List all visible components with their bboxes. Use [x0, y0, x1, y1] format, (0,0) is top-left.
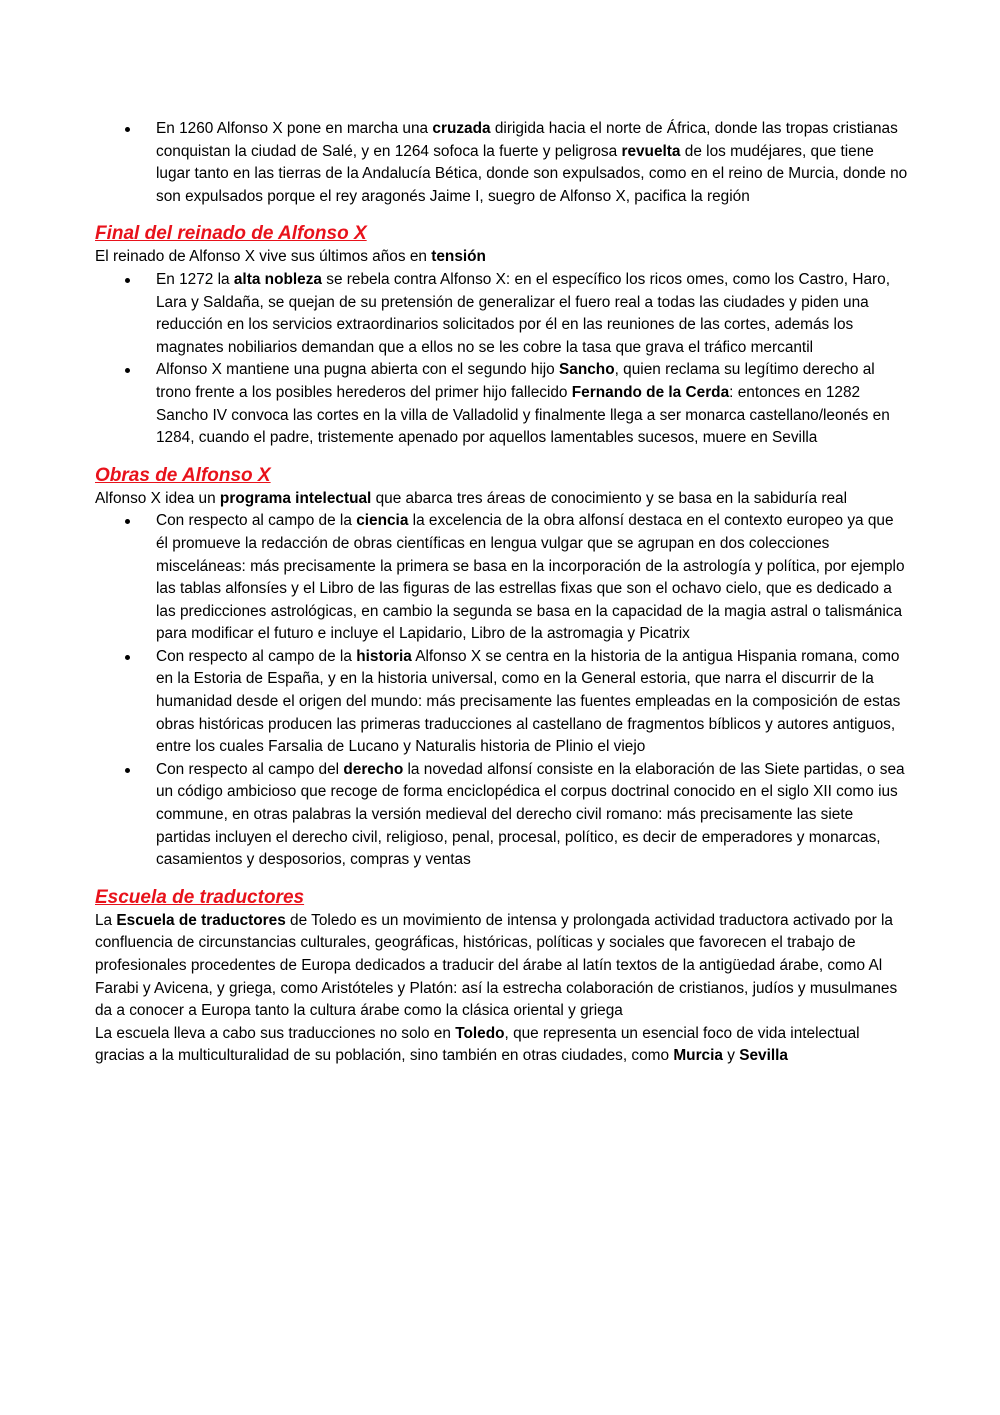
paragraph: [95, 1023, 908, 1068]
text-run: Alfonso X mantiene una pugna abierta con el segundo hijo: [156, 361, 560, 379]
bold-text-run: tensión: [431, 248, 486, 266]
list-item: [156, 269, 908, 359]
intro-bullet-list: [95, 118, 908, 208]
text-run: : entonces en 1282 Sancho IV convoca las cortes en la villa de Valladolid y finalmente llega a ser monarca castellano/leonés en 1284, cuando el padre, tristemente apenado por aquellos lamentables sucesos, muere en Sevilla: [156, 383, 890, 447]
section: [95, 222, 908, 449]
text-run: la novedad alfonsí consiste en la elaboración de las Siete partidas, o sea un código ambicioso que recoge de forma enciclopédica el corpus doctrinal conocido en el siglo XII como ius commune, en otras palabras la versión medieval del derecho civil romano: más precisamente las siete partidas incluyen el derecho civil, religioso, penal, procesal, político, es decir de emperadores y monarcas, casamientos y desposorios, compras y ventas: [156, 760, 905, 869]
bold-text-run: derecho: [343, 760, 404, 778]
bullet-list: [95, 269, 908, 450]
text-run: que abarca tres áreas de conocimiento y se basa en la sabiduría real: [371, 489, 847, 507]
paragraph: [95, 488, 908, 511]
bold-text-run: Toledo: [455, 1024, 505, 1042]
text-run: y: [722, 1047, 740, 1065]
list-item: [156, 359, 908, 449]
sections-container: [95, 222, 908, 1068]
document-body: [95, 118, 908, 1068]
text-run: de los mudéjares, que tiene lugar tanto en las tierras de la Andalucía Bética, donde son expulsados, como en el reino de Murcia, donde no son expulsados porque el rey aragonés Jaime I, suegro de Alfonso X, pacifica la región: [156, 142, 908, 205]
paragraph: [95, 246, 908, 269]
text-run: Alfonso X idea un: [95, 489, 220, 507]
text-run: En 1260 Alfonso X pone en marcha una: [156, 120, 433, 137]
text-run: Alfonso X se centra en la historia de la antigua Hispania romana, como en la Estoria de España, y en la historia universal, como en la General estoria, que narra el discurrir de la humanidad desde el origen del mundo: más precisamente las fuentes empleadas en la composición de estas obras históricas producen las primeras traducciones al castellano de fragmentos bíblicos y autores antiguos, entre los cuales Farsalia de Lucano y Naturalis historia de Plinio el viejo: [156, 647, 901, 756]
bold-text-run: Fernando de la Cerda: [571, 383, 730, 401]
text-run: La: [95, 911, 117, 929]
section-body: [95, 910, 908, 1068]
text-run: de Toledo es un movimiento de intensa y prolongada actividad traductora activado por la confluencia de circunstancias culturales, geográficas, históricas, políticas y sociales que favorecen el trabajo de profesionales procedentes de Europa dedicados a traducir del árabe al latín textos de la antigüedad árabe, como Al Farabi y Avicena, y griega, como Aristóteles y Platón: así la estrecha colaboración de cristianos, judíos y musulmanes da a conocer a Europa tanto la cultura árabe como la clásica oriental y griega: [95, 911, 898, 1020]
text-run: , quien reclama su legítimo derecho al trono frente a los posibles herederos del primer hijo fallecido: [156, 361, 875, 401]
bold-text-run: Escuela de traductores: [116, 911, 286, 929]
text-run: Con respecto al campo de la: [156, 512, 357, 530]
bold-text-run: historia: [356, 647, 412, 665]
text-run: Con respecto al campo de la: [156, 647, 357, 665]
bold-text-run: Sancho: [559, 361, 615, 379]
bold-text-run: revuelta: [621, 142, 681, 160]
section-heading: Obras de Alfonso X: [95, 464, 271, 486]
paragraph: [95, 910, 908, 1023]
section: [95, 886, 908, 1068]
text-run: , que representa un esencial foco de vida intelectual gracias a la multiculturalidad de su población, sino también en otras ciudades, como: [95, 1024, 860, 1065]
text-run: Con respecto al campo del: [156, 760, 344, 778]
section: [95, 464, 908, 872]
bold-text-run: Sevilla: [739, 1047, 788, 1065]
text-run: la excelencia de la obra alfonsí destaca en el contexto europeo ya que él promueve la redacción de obras científicas en lengua vulgar que se agrupan en dos colecciones misceláneas: más precisamente la primera se basa en la incorporación de la astrología y política, por ejemplo las tablas alfonsíes y el Libro de las figuras de las estrellas fixas que son el ochavo cielo, que es dedicado a las predicciones astrológicas, en cambio la segunda se basa en la capacidad de la magia astral o talismánica para modificar el futuro e incluye el Lapidario, Libro de la astromagia y Picatrix: [156, 512, 905, 643]
bold-text-run: alta nobleza: [233, 270, 322, 288]
section-heading: Escuela de traductores: [95, 886, 305, 908]
list-item: [156, 759, 908, 872]
bold-text-run: ciencia: [356, 512, 409, 530]
bold-text-run: Murcia: [673, 1047, 723, 1065]
list-item: [156, 510, 908, 646]
list-item: [156, 118, 908, 208]
list-item: [156, 646, 908, 759]
text-run: se rebela contra Alfonso X: en el específico los ricos omes, como los Castro, Haro, Lara y Saldaña, se quejan de su pretensión de generalizar el fuero real a todas las ciudades y piden una reducción en los servicios extraordinarios solicitados por él en las reuniones de las cortes, además los magnates nobiliarios demandan que a ellos no se les cobre la tasa que grava el tráfico mercantil: [156, 270, 890, 356]
section-heading: Final del reinado de Alfonso X: [95, 223, 367, 245]
section-body: [95, 246, 908, 269]
text-run: El reinado de Alfonso X vive sus últimos años en: [95, 248, 432, 266]
text-run: dirigida hacia el norte de África, donde las tropas cristianas conquistan la ciudad de Salé, y en 1264 sofoca la fuerte y peligrosa: [156, 120, 898, 160]
bold-text-run: cruzada: [432, 120, 491, 137]
bold-text-run: programa intelectual: [219, 489, 372, 507]
bullet-list: [95, 510, 908, 872]
section-body: [95, 488, 908, 511]
text-run: En 1272 la: [156, 270, 234, 288]
text-run: La escuela lleva a cabo sus traducciones no solo en: [95, 1024, 456, 1042]
